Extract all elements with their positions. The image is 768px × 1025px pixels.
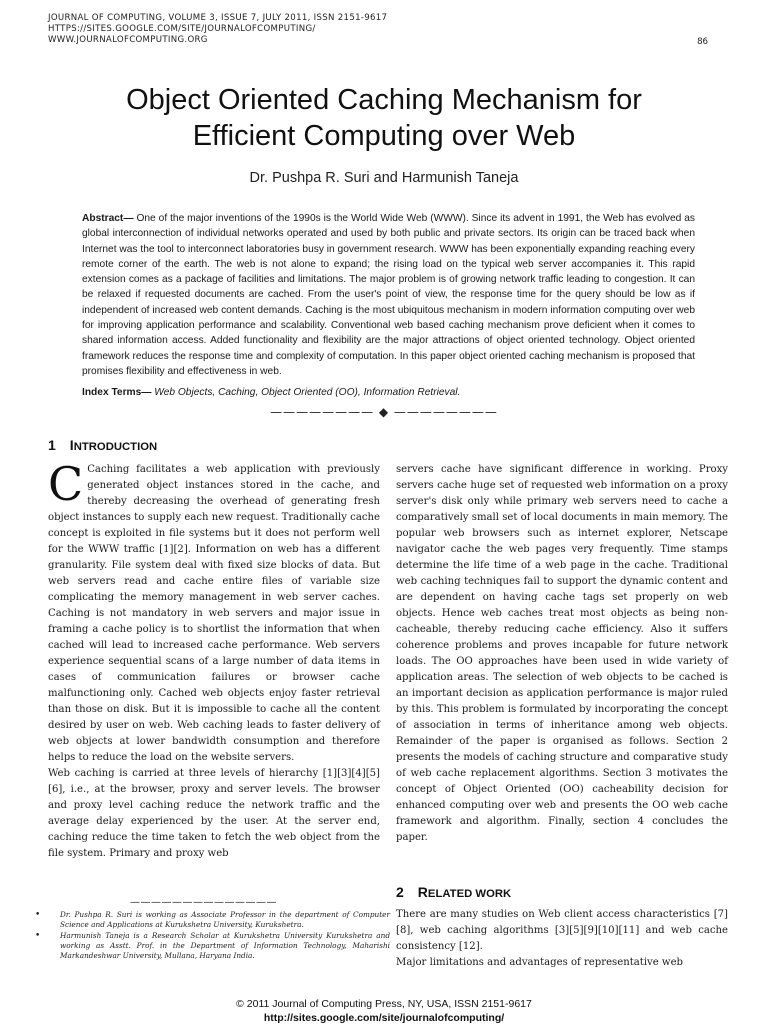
related-work-paragraph-2: Major limitations and advantages of representative web xyxy=(396,957,684,968)
section1-title-rest: NTRODUCTION xyxy=(73,441,158,453)
section2-heading xyxy=(396,884,511,902)
journal-header-line1: JOURNAL OF COMPUTING, VOLUME 3, ISSUE 7, JULY 2011, ISSN 2151-9617 xyxy=(48,13,388,23)
abstract xyxy=(82,211,695,379)
section2-title-first: R xyxy=(417,884,428,900)
footer-url[interactable]: http://sites.google.com/site/journalofcomputing/ xyxy=(263,1012,505,1024)
bullet-icon: • xyxy=(35,931,41,941)
section1-title-first: I xyxy=(69,437,74,453)
footnote-text: Dr. Pushpa R. Suri is working as Associate Professor in the department of Computer Science and Applications at Kurukshetra University, Kurukshetra. xyxy=(60,910,390,929)
index-terms xyxy=(82,387,695,398)
journal-header-line2: HTTPS://SITES.GOOGLE.COM/SITE/JOURNALOFCOMPUTING/ xyxy=(48,24,316,34)
paper-title-line2: Efficient Computing over Web xyxy=(192,120,576,152)
abstract-label: Abstract— xyxy=(82,213,134,224)
drop-cap: C xyxy=(48,457,84,511)
page-number: 86 xyxy=(697,37,708,47)
index-terms-text: Web Objects, Caching, Object Oriented (OO), Information Retrieval. xyxy=(151,387,461,398)
introduction-column-right xyxy=(396,462,728,846)
section1-heading xyxy=(48,437,157,455)
section2-title-rest: ELATED WORK xyxy=(427,888,512,900)
intro-paragraph-1-text: Caching facilitates a web application with previously generated object instances stored in the cache, and thereby decreasing the overhead of generating fresh object instances to supply each new request. Traditionally cache concept is exploited in file systems but it does not perform well for the WWW traffic [1][2]. Information on web has a different granularity. File system deal with fixed size blocks of data. But web servers read and cache entire files of variable size complicating the memory management in web server caches. Caching is not mandatory in web servers and major issue in framing a cache policy is to shortlist the information that when cached will lead to increased cache performance. Web servers experience sequential scans of a large number of data items in cases of communication failures or browser cache malfunctioning only. Cached web objects enjoy faster retrieval than those on disk. But it is impossible to cache all the content desired by user on web. Web caching leads to faster delivery of web objects at lower bandwidth consumption and therefore helps to reduce the load on the website servers. xyxy=(48,464,380,763)
footnote-item xyxy=(32,931,390,961)
footnote-rule: —————————————— xyxy=(130,897,277,908)
footnote-item xyxy=(32,910,390,930)
related-work-text xyxy=(396,907,728,971)
paper-title xyxy=(40,82,728,154)
footnote-text: Harmunish Taneja is a Research Scholar at Kurukshetra University Kurukshetra and working as Asstt. Prof. in the Department of Information Technology, Maharishi Markandeshwar University, Mullana, Haryana India. xyxy=(60,931,390,960)
paper-authors: Dr. Pushpa R. Suri and Harmunish Taneja xyxy=(249,170,519,186)
abstract-text: One of the major inventions of the 1990s is the World Wide Web (WWW). Since its advent in 1991, the Web has evolved as global interconnection of individual networks operated and used by both public and private sectors. Its origin can be traced back when Internet was the tool to interconnect laboratories busy in government research. WWW has been exponentially expanding reaching every remote corner of the earth. The web is not alone to expand; the rising load on the typical web server accompanies it. This rapid extension comes as a package of facilities and limitations. The major problem is of growing network traffic leading to congestion. It can be relaxed if requested documents are cached. From the user's point of view, the response time for the query should be low as if independent of increased web content demands. Caching is the most ubiquitous mechanism in modern information computing over web for improving application performance and scalability. Conventional web based caching mechanism prove deficient when it comes to shared information access. Added functionality and flexibility are the major attractions of object oriented technology. Object oriented framework reduces the response time and complexity of computation. In this paper object oriented caching mechanism is proposed that promises flexibility and effectiveness in web. xyxy=(82,213,695,377)
intro-paragraph-3: servers cache have significant difference in working. Proxy servers cache huge set of requested web information on a proxy server's disk only while primary web servers need to cache a comparatively small set of local documents in main memory. The popular web browsers such as internet explorer, Netscape navigator cache the web pages very frequently. Time stamps determine the life time of a web page in the cache. Traditional web caching techniques fail to support the dynamic content and are dependent on having cache tags set properly on web objects. Hence web caches treat most objects as being non-cacheable, thereby reducing cache efficiency. Also it suffers coherence problems and proves incapable for future network loads. The OO approaches have been used in wide variety of application areas. The selection of web objects to be cached is an important decision as application performance is major ruled by this. This problem is formulated by incorporating the concept of association in terms of inheritance among web objects. Remainder of the paper is organised as follows. Section 2 presents the models of caching structure and comparative study of web cache replacement algorithms. Section 3 motivates the concept of Object Oriented (OO) cacheability decision for enhanced computing over web and presents the OO web cache framework and algorithm. Finally, section 4 concludes the paper. xyxy=(396,464,728,843)
intro-paragraph-1 xyxy=(48,457,380,766)
index-terms-label: Index Terms— xyxy=(82,387,152,398)
footer-copyright: © 2011 Journal of Computing Press, NY, USA, ISSN 2151-9617 xyxy=(236,998,532,1010)
journal-header-line3: WWW.JOURNALOFCOMPUTING.ORG xyxy=(48,35,208,45)
author-footnotes xyxy=(32,910,390,962)
related-work-paragraph-1: There are many studies on Web client access characteristics [7][8], web caching algorithms [3][5][9][10][11] and web cache consistency [12]. xyxy=(396,909,728,952)
intro-paragraph-2: Web caching is carried at three levels of hierarchy [1][3][4][5][6], i.e., at the browser, proxy and server levels. The browser and proxy level caching reduce the network traffic and the average delay experienced by the user. At the server end, caching reduce the time taken to fetch the web object from the file system. Primary and proxy web xyxy=(48,768,380,859)
page-footer xyxy=(0,997,768,1025)
bullet-icon: • xyxy=(35,910,41,920)
section1-number: 1 xyxy=(48,437,56,453)
journal-header xyxy=(48,13,608,46)
section-separator: ———————— ◆ ———————— xyxy=(270,405,498,419)
paper-title-line1: Object Oriented Caching Mechanism for xyxy=(126,84,642,116)
introduction-column-left xyxy=(48,457,380,862)
section2-number: 2 xyxy=(396,884,404,900)
